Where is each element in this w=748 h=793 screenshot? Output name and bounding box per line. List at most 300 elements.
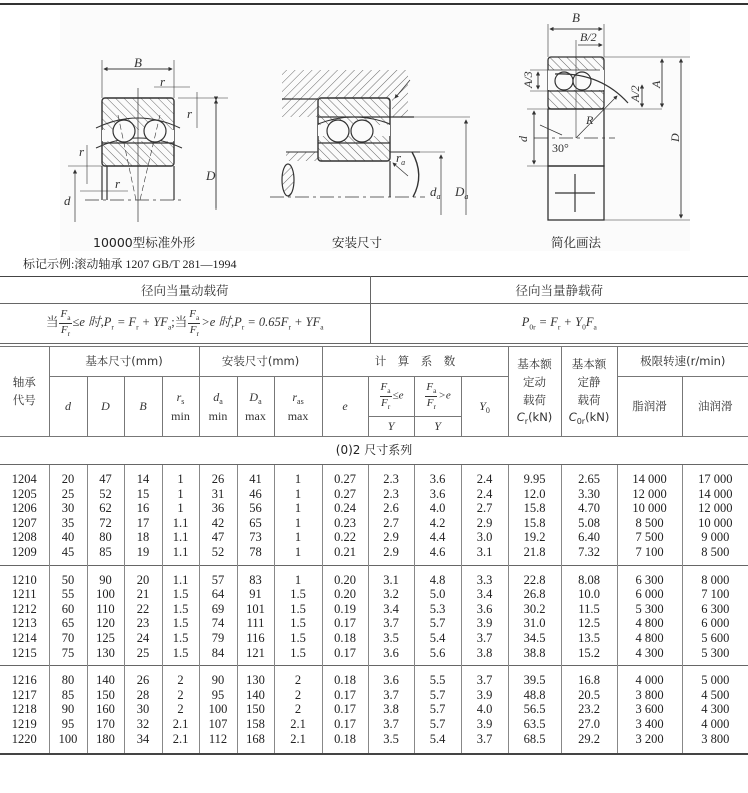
cell-da_min: 26 — [199, 465, 237, 487]
static-load-title: 径向当量静载荷 — [370, 277, 748, 304]
cell-D: 100 — [87, 587, 124, 602]
cell-grease: 3 200 — [617, 732, 682, 755]
cell-Y0: 3.4 — [461, 587, 508, 602]
cell-Y0: 2.4 — [461, 465, 508, 487]
cell-oil: 5 600 — [682, 631, 748, 646]
cell-oil: 6 300 — [682, 602, 748, 617]
cell-d: 40 — [49, 530, 87, 545]
col-group-mount-dims: 安装尺寸(mm) — [199, 347, 322, 377]
cell-code: 1220 — [0, 732, 49, 755]
col-group-calc-coeff: 计 算 系 数 — [322, 347, 508, 377]
cell-Y_le: 3.7 — [368, 717, 414, 732]
cell-d: 90 — [49, 702, 87, 717]
cell-Y_gt: 5.7 — [414, 616, 461, 631]
cell-Y_gt: 3.6 — [414, 465, 461, 487]
cell-ras_max: 2 — [274, 688, 322, 703]
cell-d: 50 — [49, 565, 87, 587]
label-D: D — [206, 168, 216, 183]
cell-da_min: 69 — [199, 602, 237, 617]
cell-rs_min: 1.5 — [162, 616, 199, 631]
cell-grease: 12 000 — [617, 487, 682, 502]
cell-C0r: 7.32 — [561, 545, 617, 565]
cell-Cr: 30.2 — [508, 602, 561, 617]
dynamic-load-title: 径向当量动载荷 — [0, 277, 370, 304]
cell-ras_max: 2.1 — [274, 717, 322, 732]
cell-da_min: 31 — [199, 487, 237, 502]
cell-code: 1218 — [0, 702, 49, 717]
cell-code: 1204 — [0, 465, 49, 487]
col-Y-gt: Y — [414, 417, 461, 437]
cell-C0r: 5.08 — [561, 516, 617, 531]
cell-ras_max: 1 — [274, 501, 322, 516]
label-da: $d_a$ — [430, 184, 441, 201]
cell-e: 0.20 — [322, 587, 368, 602]
cell-code: 1216 — [0, 666, 49, 688]
cell-d: 60 — [49, 602, 87, 617]
cell-B: 19 — [124, 545, 162, 565]
cell-C0r: 15.2 — [561, 646, 617, 666]
col-B: B — [124, 377, 162, 437]
cell-oil: 8 000 — [682, 565, 748, 587]
bearing-drawings — [0, 0, 748, 252]
simplified-drawing — [527, 24, 690, 220]
cell-Da_max: 41 — [237, 465, 274, 487]
cell-Y_gt: 4.0 — [414, 501, 461, 516]
cell-grease: 3 400 — [617, 717, 682, 732]
cell-Y0: 2.7 — [461, 501, 508, 516]
cell-Da_max: 150 — [237, 702, 274, 717]
cell-Y0: 3.9 — [461, 688, 508, 703]
cell-Y0: 3.8 — [461, 646, 508, 666]
cell-ras_max: 1 — [274, 565, 322, 587]
cell-Y_le: 3.8 — [368, 702, 414, 717]
cell-Cr: 21.8 — [508, 545, 561, 565]
cell-e: 0.18 — [322, 631, 368, 646]
cell-Y_gt: 5.7 — [414, 702, 461, 717]
col-group-limit-speed: 极限转速(r/min) — [617, 347, 748, 377]
cell-Y0: 3.7 — [461, 631, 508, 646]
cell-d: 25 — [49, 487, 87, 502]
cell-Da_max: 116 — [237, 631, 274, 646]
cell-d: 80 — [49, 666, 87, 688]
cell-rs_min: 1.5 — [162, 602, 199, 617]
cell-Da_max: 101 — [237, 602, 274, 617]
cell-e: 0.23 — [322, 516, 368, 531]
cell-Cr: 26.8 — [508, 587, 561, 602]
load-formula-table — [0, 276, 748, 344]
table-row — [0, 646, 748, 666]
cell-da_min: 107 — [199, 717, 237, 732]
cell-ras_max: 1 — [274, 545, 322, 565]
cell-e: 0.21 — [322, 545, 368, 565]
cell-C0r: 6.40 — [561, 530, 617, 545]
cell-rs_min: 1.1 — [162, 530, 199, 545]
label-r-left: r — [79, 144, 85, 159]
table-row — [0, 631, 748, 646]
col-Y-le: Y — [368, 417, 414, 437]
cell-rs_min: 2 — [162, 688, 199, 703]
cell-Y0: 3.9 — [461, 616, 508, 631]
cell-oil: 6 000 — [682, 616, 748, 631]
cell-ras_max: 1.5 — [274, 602, 322, 617]
cell-grease: 10 000 — [617, 501, 682, 516]
table-row — [0, 702, 748, 717]
cell-Y_le: 2.9 — [368, 530, 414, 545]
cell-code: 1205 — [0, 487, 49, 502]
cell-ras_max: 1 — [274, 516, 322, 531]
label-r-right: r — [187, 106, 193, 121]
cell-Da_max: 168 — [237, 732, 274, 755]
table-row — [0, 516, 748, 531]
cell-e: 0.17 — [322, 688, 368, 703]
table-row — [0, 465, 748, 487]
cell-D: 52 — [87, 487, 124, 502]
cell-D: 180 — [87, 732, 124, 755]
cell-d: 20 — [49, 465, 87, 487]
col-group-basic-dims: 基本尺寸(mm) — [49, 347, 199, 377]
cell-grease: 3 600 — [617, 702, 682, 717]
table-row — [0, 717, 748, 732]
cell-Cr: 31.0 — [508, 616, 561, 631]
series-label: (0)2 尺寸系列 — [0, 437, 748, 465]
cell-B: 18 — [124, 530, 162, 545]
col-dynamic-rating: 基本额 定动 载荷 $C_r(kN)$ — [508, 347, 561, 437]
label-d: d — [64, 193, 71, 208]
cell-rs_min: 1 — [162, 501, 199, 516]
cell-Da_max: 91 — [237, 587, 274, 602]
cell-Y0: 3.7 — [461, 732, 508, 755]
cell-D: 160 — [87, 702, 124, 717]
table-row — [0, 602, 748, 617]
cell-da_min: 47 — [199, 530, 237, 545]
cell-B: 26 — [124, 666, 162, 688]
cell-oil: 5 300 — [682, 646, 748, 666]
caption-simplified: 简化画法 — [551, 235, 602, 250]
cell-Cr: 15.8 — [508, 516, 561, 531]
cell-rs_min: 1.5 — [162, 646, 199, 666]
col-bearing-code: 轴承代号 — [0, 347, 49, 437]
cell-D: 80 — [87, 530, 124, 545]
cell-C0r: 16.8 — [561, 666, 617, 688]
cell-code: 1207 — [0, 516, 49, 531]
cell-rs_min: 1.1 — [162, 565, 199, 587]
cell-C0r: 8.08 — [561, 565, 617, 587]
table-row — [0, 487, 748, 502]
cell-e: 0.27 — [322, 487, 368, 502]
cell-code: 1214 — [0, 631, 49, 646]
cell-oil: 7 100 — [682, 587, 748, 602]
cell-Y0: 3.9 — [461, 717, 508, 732]
cell-d: 55 — [49, 587, 87, 602]
table-row — [0, 565, 748, 587]
cell-B: 21 — [124, 587, 162, 602]
cell-da_min: 36 — [199, 501, 237, 516]
cell-Da_max: 83 — [237, 565, 274, 587]
cell-Y_gt: 5.6 — [414, 646, 461, 666]
cell-code: 1211 — [0, 587, 49, 602]
cell-rs_min: 1.5 — [162, 587, 199, 602]
cell-e: 0.17 — [322, 646, 368, 666]
caption-mounting: 安装尺寸 — [332, 235, 383, 250]
cell-grease: 4 800 — [617, 631, 682, 646]
cell-oil: 8 500 — [682, 545, 748, 565]
col-da-min: $d_a$ min — [199, 377, 237, 437]
cell-d: 100 — [49, 732, 87, 755]
cell-grease: 8 500 — [617, 516, 682, 531]
cell-Cr: 68.5 — [508, 732, 561, 755]
cell-d: 35 — [49, 516, 87, 531]
label-B: B — [134, 55, 142, 70]
cell-grease: 4 000 — [617, 666, 682, 688]
cell-C0r: 2.65 — [561, 465, 617, 487]
cell-Y_gt: 5.4 — [414, 631, 461, 646]
cell-grease: 3 800 — [617, 688, 682, 703]
cell-Y_le: 3.5 — [368, 631, 414, 646]
cell-Cr: 34.5 — [508, 631, 561, 646]
cell-D: 85 — [87, 545, 124, 565]
cell-da_min: 90 — [199, 666, 237, 688]
cell-code: 1212 — [0, 602, 49, 617]
cell-C0r: 11.5 — [561, 602, 617, 617]
cell-C0r: 3.30 — [561, 487, 617, 502]
cell-rs_min: 1.5 — [162, 631, 199, 646]
cell-Da_max: 78 — [237, 545, 274, 565]
cell-da_min: 52 — [199, 545, 237, 565]
cell-Y_le: 2.3 — [368, 465, 414, 487]
cell-C0r: 29.2 — [561, 732, 617, 755]
cell-Da_max: 121 — [237, 646, 274, 666]
cell-D: 125 — [87, 631, 124, 646]
cell-Y_gt: 4.6 — [414, 545, 461, 565]
table-row — [0, 616, 748, 631]
cell-ras_max: 1 — [274, 465, 322, 487]
cell-C0r: 23.2 — [561, 702, 617, 717]
label-A-half: A/2 — [628, 85, 642, 102]
cell-rs_min: 2.1 — [162, 717, 199, 732]
cell-code: 1217 — [0, 688, 49, 703]
cell-D: 170 — [87, 717, 124, 732]
cell-oil: 9 000 — [682, 530, 748, 545]
label-A: A — [649, 80, 663, 88]
label-r-top: r — [160, 74, 166, 89]
cell-e: 0.17 — [322, 702, 368, 717]
col-rs-min: $r_s$ min — [162, 377, 199, 437]
cell-rs_min: 2 — [162, 702, 199, 717]
cell-Y_le: 2.7 — [368, 516, 414, 531]
cell-B: 23 — [124, 616, 162, 631]
cell-D: 47 — [87, 465, 124, 487]
cell-Da_max: 65 — [237, 516, 274, 531]
cell-C0r: 12.5 — [561, 616, 617, 631]
cell-D: 140 — [87, 666, 124, 688]
col-cond-le: $\frac{F_a}{F_r}$ ≤e — [368, 377, 414, 417]
cell-code: 1208 — [0, 530, 49, 545]
table-row — [0, 732, 748, 755]
label-r-bottom: r — [115, 176, 121, 191]
cell-ras_max: 1 — [274, 487, 322, 502]
cell-Da_max: 111 — [237, 616, 274, 631]
cell-d: 65 — [49, 616, 87, 631]
cell-Cr: 15.8 — [508, 501, 561, 516]
cell-oil: 12 000 — [682, 501, 748, 516]
cell-B: 14 — [124, 465, 162, 487]
cell-D: 120 — [87, 616, 124, 631]
cell-Cr: 19.2 — [508, 530, 561, 545]
cell-C0r: 13.5 — [561, 631, 617, 646]
cell-Y_le: 3.6 — [368, 646, 414, 666]
cell-B: 20 — [124, 565, 162, 587]
marking-example: 标记示例:滚动轴承 1207 GB/T 281—1994 — [23, 257, 237, 271]
caption-standard-outline: 10000型标准外形 — [93, 235, 196, 250]
cell-grease: 6 300 — [617, 565, 682, 587]
cell-da_min: 57 — [199, 565, 237, 587]
cell-da_min: 95 — [199, 688, 237, 703]
cell-Cr: 56.5 — [508, 702, 561, 717]
col-cond-gt: $\frac{F_a}{F_r}$ >e — [414, 377, 461, 417]
dynamic-load-formula: 当 $\frac{F_a}{F_r}$ ≤e 时$,P_r = F_r + YF_a$;当 $\frac{F_a}{F_r}$ >e 时$,P_r = 0.65F_r + YF_a$ — [0, 304, 370, 344]
cell-rs_min: 1 — [162, 487, 199, 502]
cell-rs_min: 1.1 — [162, 545, 199, 565]
col-D: D — [87, 377, 124, 437]
table-row — [0, 587, 748, 602]
cell-e: 0.22 — [322, 530, 368, 545]
cell-Y_le: 3.2 — [368, 587, 414, 602]
cell-B: 16 — [124, 501, 162, 516]
table-row — [0, 530, 748, 545]
cell-e: 0.27 — [322, 465, 368, 487]
cell-Y_le: 3.7 — [368, 616, 414, 631]
cell-Y0: 3.6 — [461, 602, 508, 617]
cell-grease: 14 000 — [617, 465, 682, 487]
cell-Cr: 39.5 — [508, 666, 561, 688]
cell-ras_max: 2 — [274, 702, 322, 717]
cell-Y_gt: 3.6 — [414, 487, 461, 502]
cell-D: 130 — [87, 646, 124, 666]
cell-Y_gt: 4.2 — [414, 516, 461, 531]
table-row — [0, 501, 748, 516]
cell-B: 34 — [124, 732, 162, 755]
cell-Y0: 3.0 — [461, 530, 508, 545]
cell-da_min: 100 — [199, 702, 237, 717]
cell-Y0: 4.0 — [461, 702, 508, 717]
col-e: e — [322, 377, 368, 437]
cell-Da_max: 130 — [237, 666, 274, 688]
cell-d: 95 — [49, 717, 87, 732]
cell-B: 25 — [124, 646, 162, 666]
cell-e: 0.17 — [322, 616, 368, 631]
cell-B: 24 — [124, 631, 162, 646]
cell-code: 1209 — [0, 545, 49, 565]
cell-Da_max: 56 — [237, 501, 274, 516]
cell-e: 0.18 — [322, 666, 368, 688]
cell-rs_min: 1 — [162, 465, 199, 487]
cell-Y0: 3.1 — [461, 545, 508, 565]
cell-Y_le: 3.4 — [368, 602, 414, 617]
standard-outline-drawing — [68, 60, 228, 222]
cell-e: 0.20 — [322, 565, 368, 587]
cell-ras_max: 2.1 — [274, 732, 322, 755]
cell-Cr: 48.8 — [508, 688, 561, 703]
cell-B: 32 — [124, 717, 162, 732]
cell-B: 28 — [124, 688, 162, 703]
cell-oil: 5 000 — [682, 666, 748, 688]
cell-grease: 7 500 — [617, 530, 682, 545]
cell-rs_min: 2 — [162, 666, 199, 688]
cell-C0r: 27.0 — [561, 717, 617, 732]
label-D-simplified: D — [668, 133, 682, 142]
cell-C0r: 10.0 — [561, 587, 617, 602]
cell-da_min: 64 — [199, 587, 237, 602]
label-R: R — [586, 113, 594, 127]
cell-e: 0.18 — [322, 732, 368, 755]
cell-B: 30 — [124, 702, 162, 717]
cell-d: 30 — [49, 501, 87, 516]
cell-da_min: 74 — [199, 616, 237, 631]
label-B-half: B/2 — [580, 30, 597, 44]
cell-grease: 6 000 — [617, 587, 682, 602]
cell-Y_gt: 5.7 — [414, 688, 461, 703]
col-grease: 脂润滑 — [617, 377, 682, 437]
cell-Cr: 63.5 — [508, 717, 561, 732]
cell-oil: 10 000 — [682, 516, 748, 531]
cell-Y_le: 3.5 — [368, 732, 414, 755]
cell-B: 17 — [124, 516, 162, 531]
cell-Cr: 38.8 — [508, 646, 561, 666]
cell-oil: 14 000 — [682, 487, 748, 502]
cell-Da_max: 46 — [237, 487, 274, 502]
label-B-simplified: B — [572, 10, 580, 25]
cell-B: 15 — [124, 487, 162, 502]
cell-ras_max: 1.5 — [274, 631, 322, 646]
cell-D: 110 — [87, 602, 124, 617]
cell-Y_le: 2.9 — [368, 545, 414, 565]
cell-ras_max: 1.5 — [274, 646, 322, 666]
label-Da: $D_a$ — [455, 184, 469, 201]
cell-D: 150 — [87, 688, 124, 703]
cell-Y_gt: 5.4 — [414, 732, 461, 755]
label-30deg: 30° — [552, 141, 569, 155]
table-row — [0, 688, 748, 703]
cell-oil: 4 300 — [682, 702, 748, 717]
cell-grease: 4 800 — [617, 616, 682, 631]
label-ra: $r_a$ — [396, 150, 406, 167]
cell-d: 85 — [49, 688, 87, 703]
col-Y0: $Y_0$ — [461, 377, 508, 437]
cell-ras_max: 1.5 — [274, 587, 322, 602]
col-static-rating: 基本额 定静 载荷 $C_{0r}(kN)$ — [561, 347, 617, 437]
cell-code: 1219 — [0, 717, 49, 732]
static-load-formula: $P_{0r} = F_r + Y_0F_a$ — [370, 304, 748, 344]
cell-code: 1206 — [0, 501, 49, 516]
cell-d: 70 — [49, 631, 87, 646]
cell-Cr: 12.0 — [508, 487, 561, 502]
cell-ras_max: 1 — [274, 530, 322, 545]
cell-d: 75 — [49, 646, 87, 666]
cell-Y_le: 2.6 — [368, 501, 414, 516]
cell-e: 0.24 — [322, 501, 368, 516]
cell-da_min: 84 — [199, 646, 237, 666]
cell-Y0: 2.4 — [461, 487, 508, 502]
cell-e: 0.19 — [322, 602, 368, 617]
cell-Y_gt: 5.0 — [414, 587, 461, 602]
cell-Da_max: 158 — [237, 717, 274, 732]
cell-code: 1213 — [0, 616, 49, 631]
cell-Da_max: 140 — [237, 688, 274, 703]
cell-Da_max: 73 — [237, 530, 274, 545]
cell-code: 1215 — [0, 646, 49, 666]
cell-B: 22 — [124, 602, 162, 617]
cell-Y_le: 3.6 — [368, 666, 414, 688]
